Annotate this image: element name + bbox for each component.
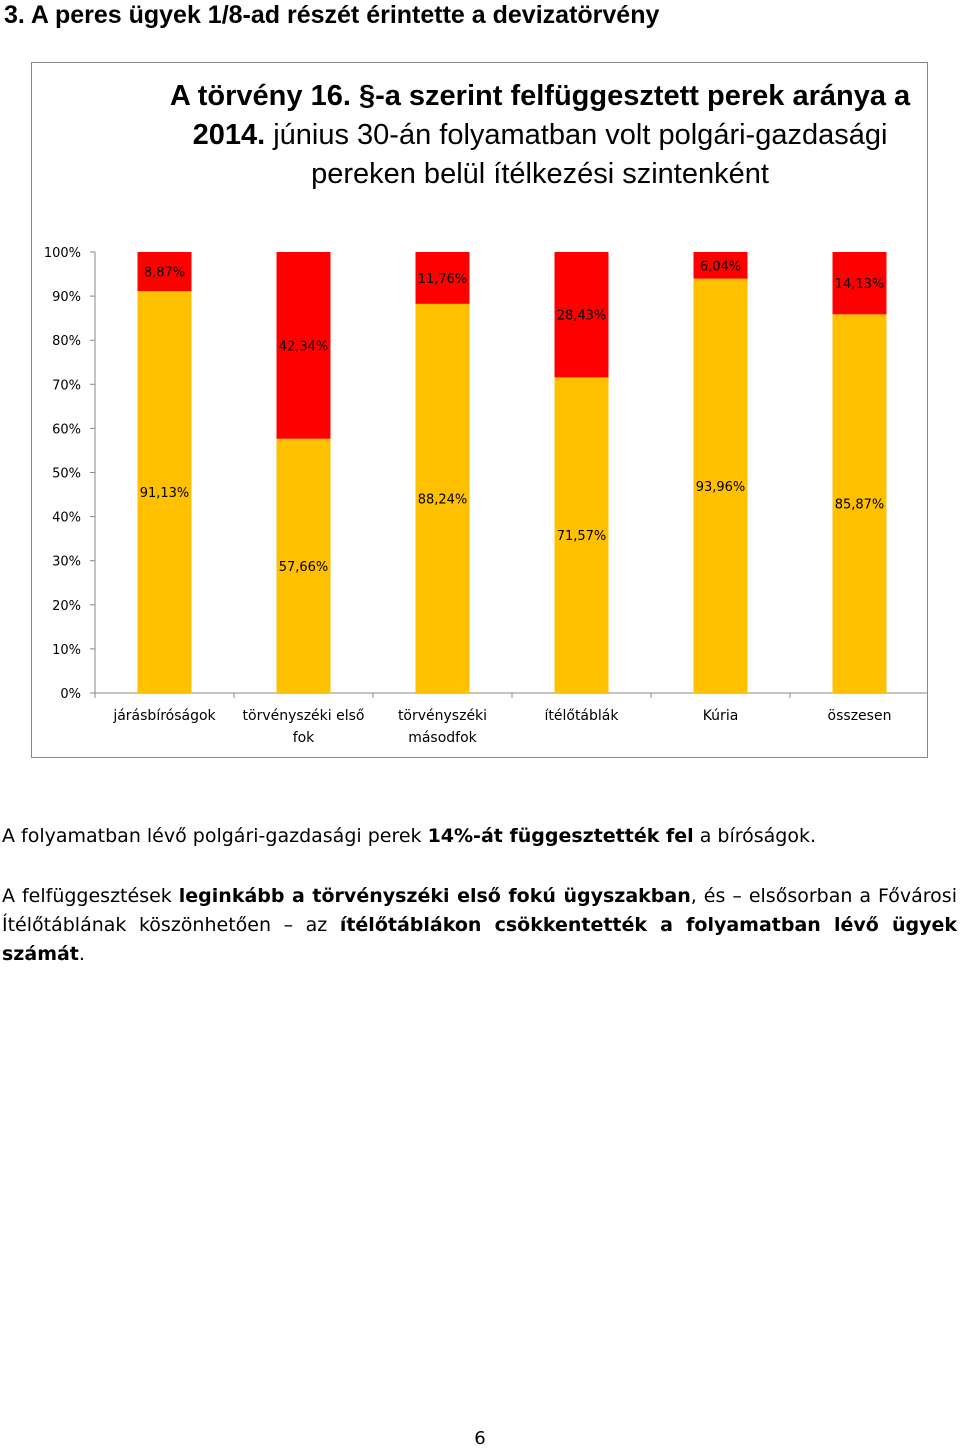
x-tick-label: törvényszéki másodfok xyxy=(397,708,488,746)
section-heading: 3. A peres ügyek 1/8-ad részét érintette a devizatörvény xyxy=(4,1,660,29)
data-label: 14,13% xyxy=(834,277,885,293)
paragraph-1 xyxy=(2,822,957,851)
data-label: 71,57% xyxy=(556,529,607,545)
chart-title-rest: június 30-án folyamatban volt polgári-gazdasági pereken belül ítélkezési szintenként xyxy=(273,119,888,190)
paragraph-2-text-end: . xyxy=(78,943,85,965)
paragraph-1-text-end: a bíróságok. xyxy=(693,825,817,847)
data-label: 93,96% xyxy=(695,479,746,495)
data-label: 57,66% xyxy=(278,559,329,575)
data-label: 11,76% xyxy=(417,271,468,287)
data-label: 6,04% xyxy=(699,259,742,275)
paragraph-2-bold-1: leginkább a törvényszéki első fokú ügyszakban xyxy=(178,885,691,907)
paragraph-2-bold-2: ítélőtáblákon csökkentették a folyamatban lévő ügyek számát xyxy=(2,914,957,965)
y-tick-label: 40% xyxy=(52,510,81,526)
y-tick-label: 90% xyxy=(52,290,81,306)
stacked-bar-chart xyxy=(32,63,927,757)
paragraph-2-text: A felfüggesztések xyxy=(2,885,179,907)
y-tick-label: 10% xyxy=(52,642,81,658)
x-tick-label: járásbíróságok xyxy=(113,708,216,724)
paragraph-2-text-mid: , és – elsősorban a Fővárosi Ítélőtáblának köszönhetően – az xyxy=(2,885,957,936)
page-number: 6 xyxy=(474,1428,486,1449)
paragraph-1-bold: 14%-át függesztették fel xyxy=(427,825,694,847)
data-label: 85,87% xyxy=(834,497,885,513)
x-tick-label: Kúria xyxy=(702,708,739,724)
y-tick-label: 50% xyxy=(52,466,81,482)
data-label: 42,34% xyxy=(278,339,329,355)
paragraph-2 xyxy=(2,882,957,969)
y-tick-label: 70% xyxy=(52,378,81,394)
paragraph-1-text: A folyamatban lévő polgári-gazdasági perek xyxy=(2,825,428,847)
chart-frame xyxy=(31,62,928,758)
data-label: 28,43% xyxy=(556,308,607,324)
y-tick-label: 0% xyxy=(60,687,81,702)
y-tick-label: 60% xyxy=(52,422,81,438)
x-tick-label: törvényszéki első fok xyxy=(242,708,365,746)
x-tick-label: összesen xyxy=(827,708,892,724)
y-tick-label: 80% xyxy=(52,334,81,350)
data-label: 91,13% xyxy=(139,486,190,502)
y-tick-label: 20% xyxy=(52,598,81,614)
y-tick-label: 100% xyxy=(43,246,81,261)
data-label: 8,87% xyxy=(143,265,186,281)
y-tick-label: 30% xyxy=(52,554,81,570)
data-label: 88,24% xyxy=(417,492,468,508)
x-tick-label: ítélőtáblák xyxy=(544,708,619,724)
chart-title-bold: A törvény 16. §-a szerint felfüggesztett perek aránya a 2014. xyxy=(169,80,911,151)
